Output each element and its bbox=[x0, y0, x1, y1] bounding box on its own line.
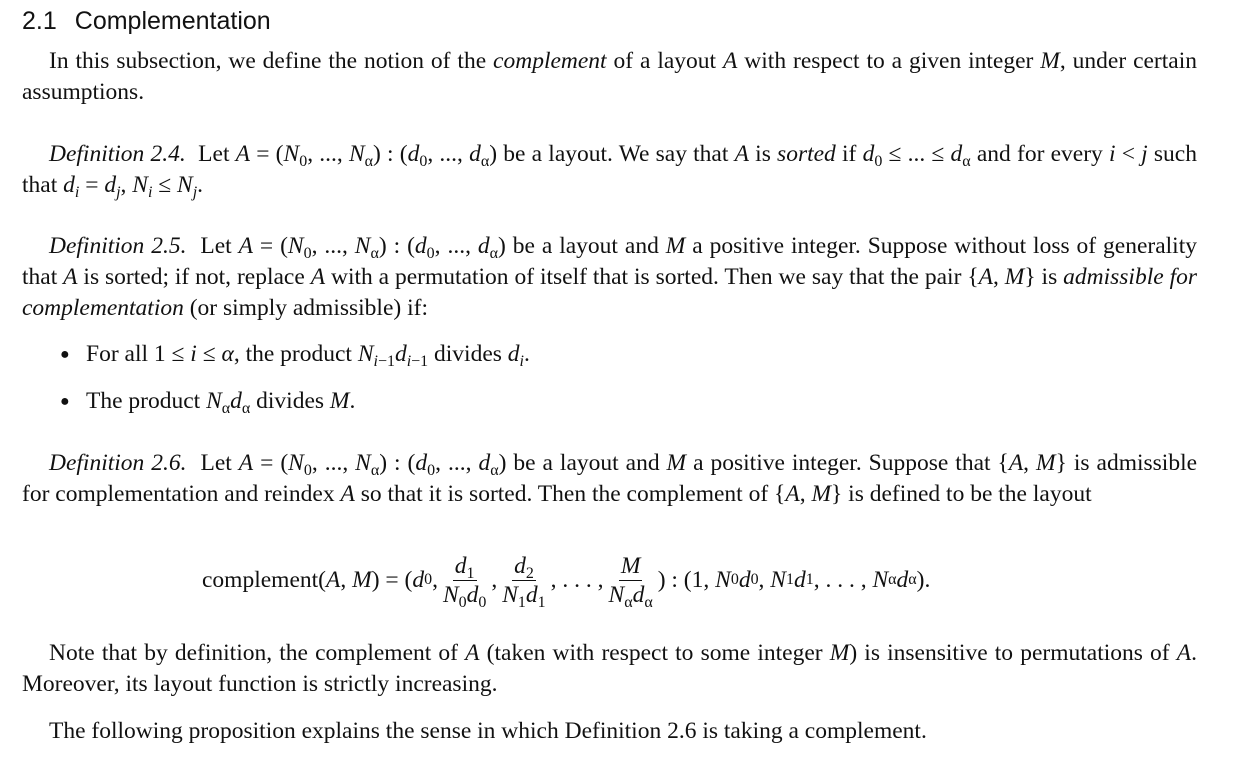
section-number: 2.1 bbox=[22, 7, 57, 35]
section-heading bbox=[22, 4, 271, 38]
term-sorted: sorted bbox=[777, 141, 836, 167]
fraction: $\frac{d_2}{N_1d_1}$ bbox=[502, 552, 546, 611]
fraction: $\frac{M}{N_\alpha d_\alpha}$ bbox=[608, 552, 653, 611]
complement-equation: complement ( A , M ) = ( d 0 , $\frac{d_1}{N_0d_0}$ , $\frac{d_2}{N_1d_1}$ , . . . , $\frac{M}{N_\alpha d_\alpha}$ ) : (1, N 0 d 0 , N 1 d 1 , . . . , N α d α ). bbox=[202, 552, 931, 611]
fraction: $\frac{d_1}{N_0d_0}$ bbox=[442, 552, 487, 611]
list-item: ● For all 1 ≤ i ≤ α, the product $N_{i-1}d_{i-1}$ divides $d_i$. bbox=[60, 339, 530, 370]
definition-label: Definition 2.6. bbox=[49, 450, 187, 476]
function-name: complement bbox=[202, 566, 319, 593]
term-admissible: admissible for complementation bbox=[22, 264, 1197, 321]
term-complement: complement bbox=[493, 48, 607, 74]
note-paragraph: Note that by definition, the complement of A (taken with respect to some integer M) is insensitive to permutations of A. Moreover, its layout function is strictly increasing. bbox=[22, 640, 1198, 697]
definition-label: Definition 2.5. bbox=[49, 233, 187, 259]
definition-2-5: Definition 2.5. Let $A = (N_0$, ..., $N_\alpha$) : ($d_0$, ..., $d_\alpha$) be a layout and M a positive integer. Suppose without loss of generality that A is sorted; if not, replace A with a permutation of itself that is sorted. Then we say that the pair {A, M} is admissible for complementation (or simply admissible) if: bbox=[22, 233, 1197, 321]
closing-paragraph: The following proposition explains the sense in which Definition 2.6 is taking a complement. bbox=[49, 718, 927, 744]
intro-paragraph: In this subsection, we define the notion of the complement of a layout A with respect to a given integer M, under certain assumptions. bbox=[22, 48, 1197, 105]
definition-2-6: Definition 2.6. Let $A = (N_0$, ..., $N_\alpha$) : ($d_0$, ..., $d_\alpha$) be a layout and M a positive integer. Suppose that {A, M} is admissible for complementation and reindex A so that it is sorted. Then the complement of {A, M} is defined to be the layout bbox=[22, 450, 1198, 507]
section-title: Complementation bbox=[74, 7, 271, 35]
list-item: ● The product $N_\alpha d_\alpha$ divides M. bbox=[60, 386, 355, 417]
definition-2-4: Definition 2.4. Let $A = (N_0$, ..., $N_\alpha$) : ($d_0$, ..., $d_\alpha$) be a layout. We say that A is sorted if $d_0$ ≤ ... ≤ $d_\alpha$ and for every i < j such that $d_i = d_j$, $N_i \le N_j$. bbox=[22, 141, 1197, 201]
definition-label: Definition 2.4. bbox=[49, 141, 186, 167]
